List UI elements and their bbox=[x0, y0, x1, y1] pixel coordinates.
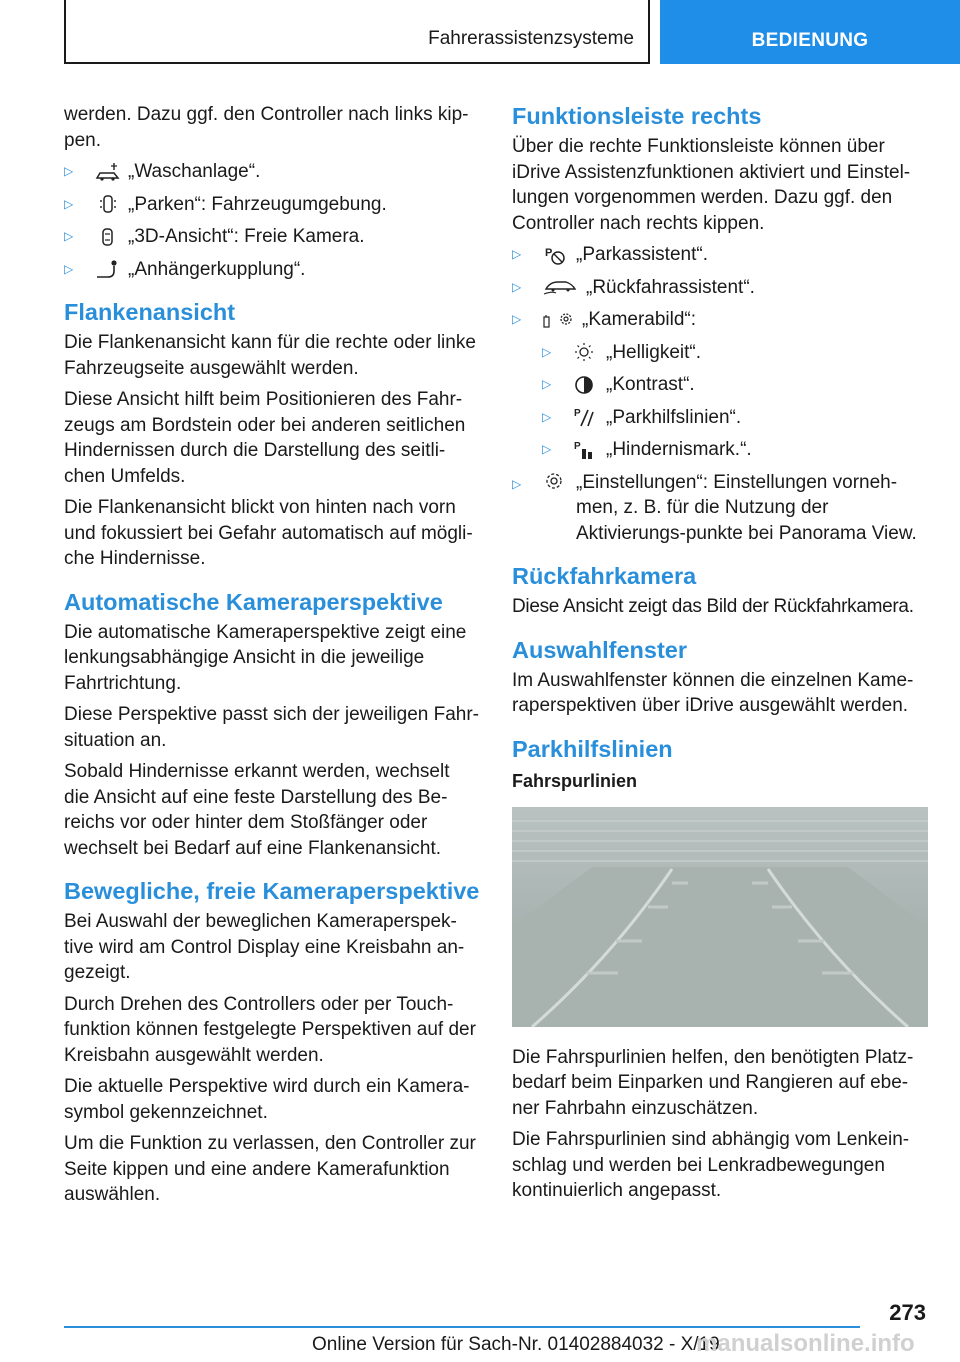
online-version-note: Online Version für Sach-Nr. 01402884032 - X/19 bbox=[312, 1334, 720, 1355]
list-item-label: „Kamerabild“: bbox=[582, 309, 697, 330]
paragraph: Die aktuelle Perspektive wird durch ein Kamera-symbol gekennzeichnet. bbox=[64, 1076, 470, 1123]
paragraph: Die Fahrspurlinien sind abhängig vom Lenkein-schlag und werden bei Lenkradbewegungen kontinuierlich angepasst. bbox=[512, 1129, 910, 1201]
reversing-assist-icon bbox=[542, 276, 586, 298]
bullet-triangle-icon: ▷ bbox=[542, 344, 552, 359]
list-item-camera-image bbox=[512, 307, 928, 333]
heading-selection-window: Auswahlfenster bbox=[512, 636, 687, 663]
parking-view-icon bbox=[94, 193, 128, 215]
bullet-triangle-icon: ▷ bbox=[542, 409, 552, 424]
sublist-item-obstacle-marking bbox=[512, 437, 928, 463]
heading-free-camera: Bewegliche, freie Kameraperspektive bbox=[64, 878, 480, 904]
heading-rear-camera: Rückfahrkamera bbox=[512, 563, 697, 589]
paragraph: Im Auswahlfenster können die einzelnen Kame-raperspektiven über iDrive ausgewählt werden. bbox=[512, 669, 914, 716]
svg-text:P: P bbox=[545, 246, 553, 259]
bullet-triangle-icon: ▷ bbox=[542, 377, 552, 391]
list-item-trailer-hitch bbox=[64, 257, 480, 283]
list-item-label: „Rückfahrassistent“. bbox=[586, 276, 755, 298]
section-tab bbox=[660, 0, 960, 64]
paragraph: Die Flankenansicht blickt von hinten nach vorn und fokussiert bei Gefahr automatisch auf mögli-che Hindernisse. bbox=[64, 497, 473, 569]
sublist-item-parking-lines bbox=[512, 405, 928, 431]
watermark: manualsonline.info bbox=[696, 1330, 915, 1357]
subheading-lane-lines: Fahrspurlinien bbox=[512, 770, 638, 791]
trailer-hitch-icon bbox=[94, 258, 128, 280]
list-item-label: „Kontrast“. bbox=[606, 374, 695, 395]
list-item-label: „Hindernismark.“. bbox=[606, 439, 752, 460]
bullet-triangle-icon: ▷ bbox=[64, 229, 74, 243]
heading-parking-lines: Parkhilfslinien bbox=[512, 735, 673, 762]
bullet-triangle-icon: ▷ bbox=[512, 247, 522, 261]
bullet-triangle-icon: ▷ bbox=[512, 279, 522, 294]
sublist-item-brightness bbox=[512, 340, 928, 366]
header-chapter-box bbox=[64, 0, 650, 64]
list-item-label: „Parken“: Fahrzeugumgebung. bbox=[128, 193, 387, 215]
lane-lines-illustration bbox=[512, 807, 928, 1027]
paragraph: Diese Ansicht hilft beim Positionieren des Fahr-zeugs am Bordstein oder bei anderen seitlichen Hindernissen durch die Darstellung des seitli-chen Umfelds. bbox=[64, 389, 466, 487]
right-column bbox=[512, 102, 928, 1210]
footer-divider bbox=[64, 1326, 860, 1328]
heading-flank-view: Flankenansicht bbox=[64, 299, 236, 325]
intro-paragraph: werden. Dazu ggf. den Controller nach links kip-pen. bbox=[64, 104, 469, 151]
bullet-triangle-icon: ▷ bbox=[512, 476, 522, 491]
park-assist-icon bbox=[542, 244, 576, 266]
left-column bbox=[64, 102, 480, 1214]
gear-icon bbox=[542, 470, 576, 492]
brightness-icon bbox=[572, 341, 606, 363]
paragraph: Die Fahrspurlinien helfen, den benötigten Platz-bedarf beim Einparken und Rangieren auf ebe-ner Fahrbahn einzuschätzen. bbox=[512, 1046, 914, 1119]
list-item-park-assist bbox=[512, 242, 928, 268]
bullet-triangle-icon: ▷ bbox=[64, 196, 74, 211]
bullet-triangle-icon: ▷ bbox=[512, 312, 522, 326]
list-item-car-wash bbox=[64, 159, 480, 185]
car-wash-icon bbox=[94, 161, 128, 183]
section-tab-label: BEDIENUNG bbox=[751, 30, 869, 51]
bullet-triangle-icon: ▷ bbox=[64, 261, 74, 276]
paragraph: Um die Funktion zu verlassen, den Controller zur Seite kippen und eine andere Kamerafunktion auswählen. bbox=[64, 1133, 476, 1205]
bullet-triangle-icon: ▷ bbox=[542, 442, 552, 456]
list-item-label: „Einstellungen“: Einstellungen vorneh-men, z. B. für die Nutzung der Aktivierungs-punkte bei Panorama View. bbox=[576, 471, 917, 544]
paragraph: Bei Auswahl der beweglichen Kameraperspek-tive wird am Control Display eine Kreisbahn an-gezeigt. bbox=[64, 911, 465, 983]
list-item-settings bbox=[512, 470, 928, 547]
list-item-label: „Anhängerkupplung“. bbox=[128, 258, 306, 280]
camera-image-icon bbox=[542, 309, 582, 331]
list-item-parking bbox=[64, 192, 480, 218]
heading-auto-camera: Automatische Kameraperspektive bbox=[64, 588, 443, 615]
paragraph: Die Flankenansicht kann für die rechte oder linke Fahrzeugseite ausgewählt werden. bbox=[64, 332, 476, 379]
contrast-icon bbox=[572, 374, 606, 396]
list-item-reversing-assist bbox=[512, 275, 928, 301]
bullet-triangle-icon: ▷ bbox=[64, 164, 74, 178]
paragraph: Sobald Hindernisse erkannt werden, wechselt die Ansicht auf eine feste Darstellung des Be-reichs vor oder hinter dem Stoßfänger oder wechselt bei Bedarf auf eine Flankenansicht. bbox=[64, 761, 450, 859]
list-item-label: „Waschanlage“. bbox=[128, 161, 261, 182]
chapter-title: Fahrerassistenzsysteme bbox=[428, 28, 634, 49]
list-item-3d-view bbox=[64, 224, 480, 250]
heading-function-bar: Funktionsleiste rechts bbox=[512, 103, 762, 129]
list-item-label: „Parkhilfslinien“. bbox=[606, 406, 742, 428]
3d-view-icon bbox=[94, 226, 128, 248]
list-item-label: „Parkassistent“. bbox=[576, 244, 708, 265]
svg-text:P: P bbox=[574, 408, 581, 420]
parking-lines-icon bbox=[572, 406, 606, 428]
sublist-item-contrast bbox=[512, 372, 928, 398]
paragraph: Über die rechte Funktionsleiste können über iDrive Assistenzfunktionen aktiviert und Einstel-lungen vorgenommen werden. Dazu ggf. den Controller nach rechts kippen. bbox=[512, 136, 911, 234]
obstacle-marking-icon bbox=[572, 439, 606, 461]
list-item-label: „Helligkeit“. bbox=[606, 341, 702, 363]
list-item-label: „3D-Ansicht“: Freie Kamera. bbox=[128, 226, 365, 247]
paragraph: Die automatische Kameraperspektive zeigt eine lenkungsabhängige Ansicht in die jeweilige Fahrtrichtung. bbox=[64, 621, 467, 694]
svg-text:P: P bbox=[574, 440, 581, 452]
paragraph: Durch Drehen des Controllers oder per Touch-funktion können festgelegte Perspektiven auf der Kreisbahn ausgewählt werden. bbox=[64, 993, 476, 1066]
paragraph: Diese Ansicht zeigt das Bild der Rückfahrkamera. bbox=[512, 596, 914, 617]
page-number: 273 bbox=[889, 1300, 926, 1325]
paragraph: Diese Perspektive passt sich der jeweiligen Fahr-situation an. bbox=[64, 704, 480, 751]
